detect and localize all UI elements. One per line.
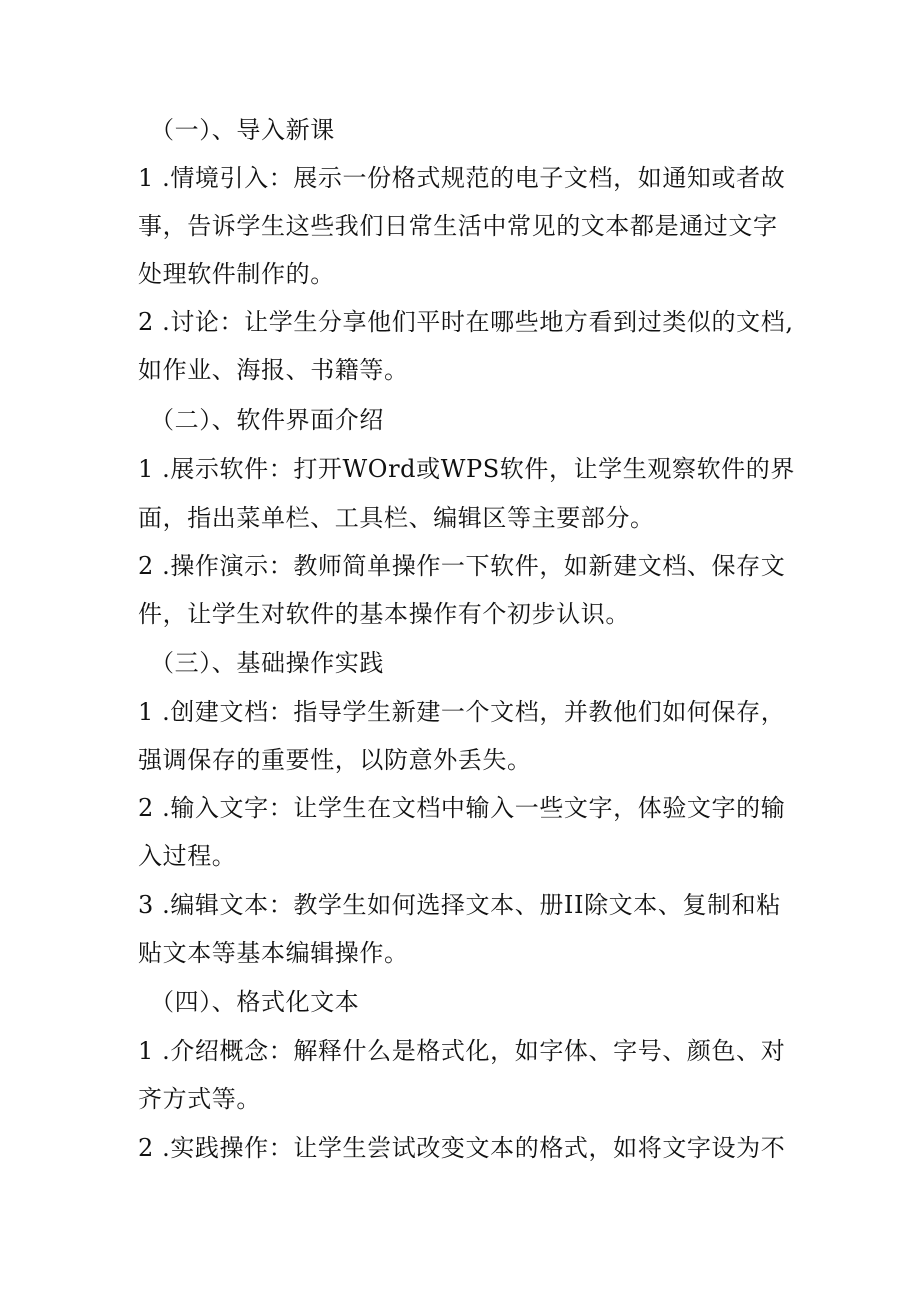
paragraph-line: 贴文本等基本编辑操作。 <box>138 939 409 967</box>
paragraph-line: 2 .讨论：让学生分享他们平时在哪些地方看到过类似的文档, <box>138 308 794 336</box>
paragraph-line: 1 .介绍概念：解释什么是格式化，如字体、字号、颜色、对 <box>138 1037 786 1065</box>
paragraph-line: 1 .展示软件：打开WOrd或WPS软件，让学生观察软件的界 <box>138 455 795 483</box>
paragraph-line: 面，指出菜单栏、工具栏、编辑区等主要部分。 <box>138 504 655 532</box>
section-heading-4: （四）、格式化文本 <box>150 988 360 1016</box>
paragraph-line: 3 .编辑文本：教学生如何选择文本、册II除文本、复制和粘 <box>138 891 781 919</box>
paragraph-line: 强调保存的重要性，以防意外丢失。 <box>138 746 532 774</box>
paragraph-line: 齐方式等。 <box>138 1085 261 1113</box>
paragraph-line: 1 .情境引入：展示一份格式规范的电子文档，如通知或者故 <box>138 164 786 192</box>
section-heading-3: （三）、基础操作实践 <box>150 649 384 677</box>
section-heading-2: （二）、软件界面介绍 <box>150 406 384 434</box>
paragraph-line: 2 .实践操作：让学生尝试改变文本的格式，如将文字设为不 <box>138 1134 786 1162</box>
section-heading-1: （一）、导入新课 <box>150 116 335 144</box>
paragraph-line: 如作业、海报、书籍等。 <box>138 356 409 384</box>
paragraph-line: 件，让学生对软件的基本操作有个初步认识。 <box>138 600 630 628</box>
paragraph-line: 入过程。 <box>138 842 237 870</box>
paragraph-line: 2 .输入文字：让学生在文档中输入一些文字，体验文字的输 <box>138 794 786 822</box>
paragraph-line: 事，告诉学生这些我们日常生活中常见的文本都是通过文字 <box>138 212 778 240</box>
paragraph-line: 2 .操作演示：教师简单操作一下软件，如新建文档、保存文 <box>138 552 786 580</box>
paragraph-line: 1 .创建文档：指导学生新建一个文档，并教他们如何保存， <box>138 698 786 726</box>
paragraph-line: 处理软件制作的。 <box>138 260 335 288</box>
